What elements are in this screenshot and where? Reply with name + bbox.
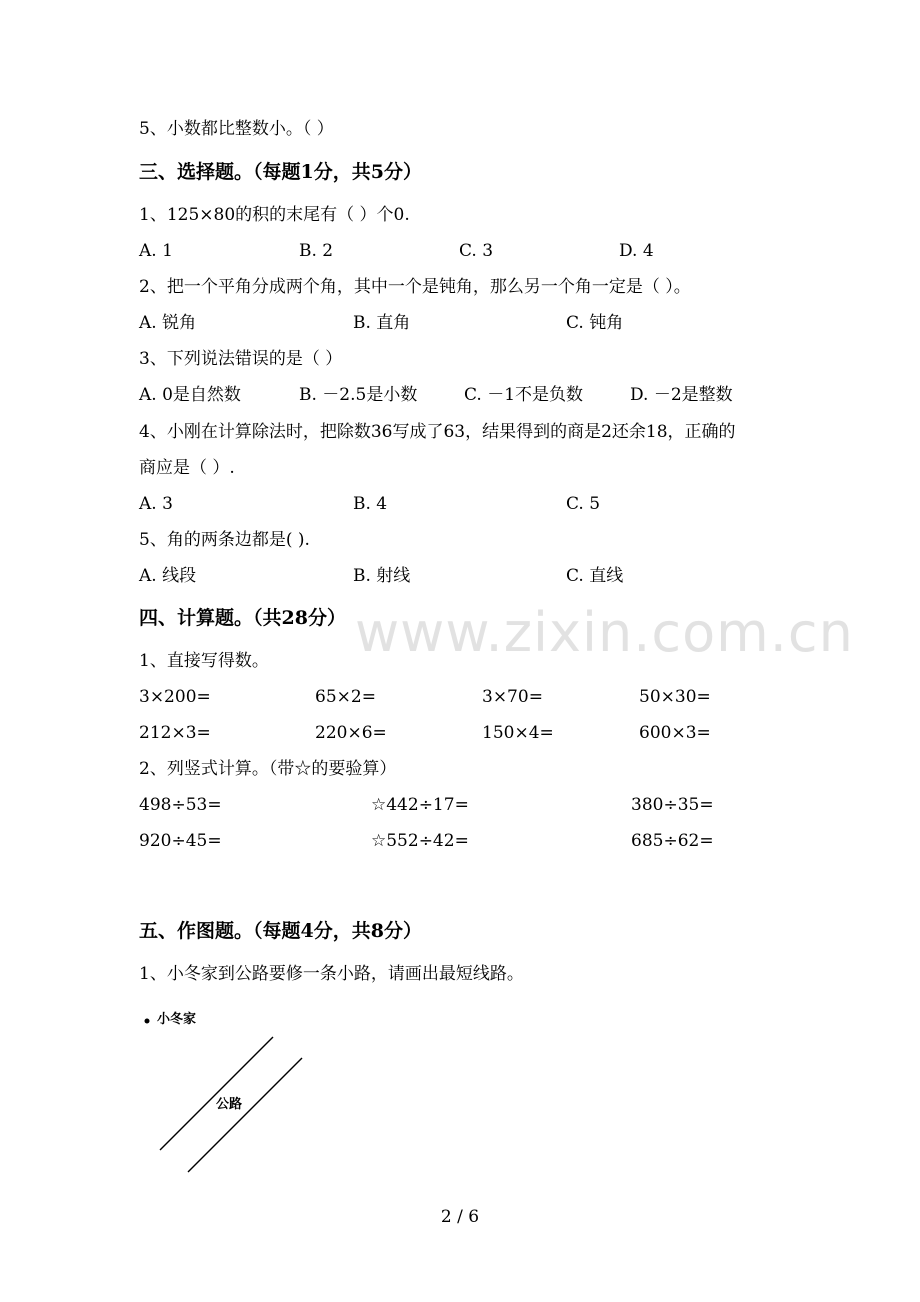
choice-q5-option-a: A. 线段 (139, 566, 197, 586)
page-number: 2 / 6 (440, 1207, 480, 1227)
vertical-calc-item: 920÷45= (139, 831, 222, 851)
calc-question-1: 1、直接写得数。 (139, 651, 269, 671)
drawing-question-1: 1、小冬家到公路要修一条小路，请画出最短线路。 (139, 964, 524, 984)
choice-question-1: 1、125×80的积的末尾有（ ）个0. (139, 205, 410, 225)
oral-calc-item: 65×2= (315, 687, 376, 707)
choice-q2-option-a: A. 锐角 (139, 313, 197, 333)
choice-q4-option-b: B. 4 (353, 494, 388, 514)
road-diagram (130, 1000, 330, 1185)
house-point (145, 1019, 150, 1024)
choice-q4-option-a: A. 3 (139, 494, 173, 514)
oral-calc-item: 150×4= (482, 723, 554, 743)
choice-q3-option-c: C. －1不是负数 (464, 385, 584, 405)
choice-question-4-line2: 商应是（ ）. (139, 458, 235, 478)
section-heading-calculation: 四、计算题。（共28分） (139, 607, 346, 629)
choice-question-4-line1: 4、小刚在计算除法时，把除数36写成了63，结果得到的商是2还余18，正确的 (139, 422, 736, 442)
vertical-calc-item: ☆442÷17= (371, 795, 469, 815)
section-heading-choice: 三、选择题。（每题1分，共5分） (139, 161, 422, 183)
vertical-calc-item: 498÷53= (139, 795, 222, 815)
choice-q1-option-c: C. 3 (459, 241, 494, 261)
choice-question-3: 3、下列说法错误的是（ ） (139, 349, 343, 369)
judge-question-5: 5、小数都比整数小。（ ） (139, 119, 334, 139)
choice-q2-option-b: B. 直角 (353, 313, 411, 333)
choice-q4-option-c: C. 5 (566, 494, 601, 514)
choice-q2-option-c: C. 钝角 (566, 313, 624, 333)
choice-q5-option-c: C. 直线 (566, 566, 624, 586)
road-label: 公路 (216, 1097, 243, 1112)
oral-calc-item: 3×200= (139, 687, 211, 707)
vertical-calc-item: 380÷35= (631, 795, 714, 815)
watermark-text: www.zixin.com.cn (355, 601, 854, 664)
oral-calc-item: 220×6= (315, 723, 387, 743)
choice-q1-option-a: A. 1 (139, 241, 173, 261)
choice-q3-option-d: D. －2是整数 (630, 385, 733, 405)
road-edge-upper (160, 1037, 273, 1150)
vertical-calc-item: ☆552÷42= (371, 831, 469, 851)
oral-calc-item: 50×30= (639, 687, 711, 707)
oral-calc-item: 3×70= (482, 687, 543, 707)
choice-question-5: 5、角的两条边都是( ). (139, 530, 310, 550)
choice-q3-option-b: B. －2.5是小数 (299, 385, 418, 405)
section-heading-drawing: 五、作图题。（每题4分，共8分） (139, 920, 422, 942)
choice-q3-option-a: A. 0是自然数 (139, 385, 241, 405)
house-label: 小冬家 (157, 1012, 197, 1027)
oral-calc-item: 600×3= (639, 723, 711, 743)
choice-question-2: 2、把一个平角分成两个角，其中一个是钝角，那么另一个角一定是（ ）。 (139, 277, 691, 297)
choice-q1-option-d: D. 4 (619, 241, 654, 261)
road-edge-lower (188, 1058, 302, 1172)
choice-q1-option-b: B. 2 (299, 241, 334, 261)
vertical-calc-item: 685÷62= (631, 831, 714, 851)
calc-question-2: 2、列竖式计算。（带☆的要验算） (139, 759, 397, 779)
choice-q5-option-b: B. 射线 (353, 566, 411, 586)
oral-calc-item: 212×3= (139, 723, 211, 743)
